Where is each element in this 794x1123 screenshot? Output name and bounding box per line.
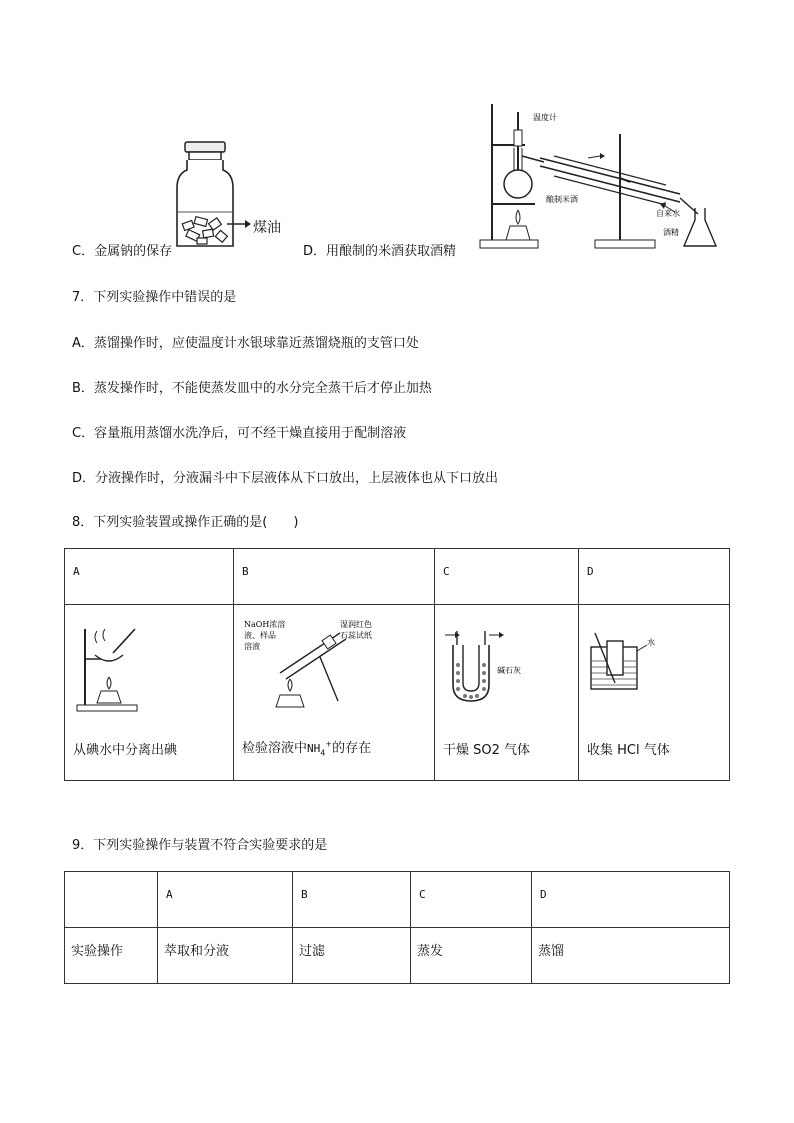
ammonium-superscript: + bbox=[325, 740, 333, 750]
distillation-apparatus-figure bbox=[470, 100, 725, 252]
rice-wine-label: 酿制米酒 bbox=[546, 195, 578, 204]
option-c-label: C．金属钠的保存 bbox=[72, 244, 173, 259]
q9-value-a: 萃取和分液 bbox=[164, 944, 230, 959]
q8-cell-b bbox=[234, 605, 435, 781]
q9-value-b: 过滤 bbox=[299, 944, 326, 959]
q8-caption-b bbox=[242, 737, 371, 758]
u-tube-drying-figure bbox=[441, 625, 561, 705]
q8-caption-d: 收集 HCl 气体 bbox=[587, 743, 670, 758]
q8-cell-d bbox=[579, 605, 730, 781]
litmus-label-1: 湿润红色 bbox=[340, 620, 372, 629]
ammonium-test-figure bbox=[240, 617, 420, 717]
q7-option-d: D．分液操作时，分液漏斗中下层液体从下口放出，上层液体也从下口放出 bbox=[72, 471, 499, 486]
q9-value-d: 蒸馏 bbox=[538, 944, 565, 959]
q8-header-d: D bbox=[587, 565, 594, 578]
water-label: 水 bbox=[647, 638, 655, 647]
naoh-label-2: 液、样品 bbox=[244, 631, 276, 640]
ammonium-formula: NH bbox=[307, 742, 321, 756]
q9-header-d: D bbox=[540, 888, 547, 901]
q7-option-a: A．蒸馏操作时，应使温度计水银球靠近蒸馏烧瓶的支管口处 bbox=[72, 336, 419, 351]
q7-option-b: B．蒸发操作时，不能使蒸发皿中的水分完全蒸干后才停止加热 bbox=[72, 381, 432, 396]
sodium-kerosene-label: 煤油 bbox=[253, 220, 281, 236]
q9-header-b: B bbox=[301, 888, 308, 901]
litmus-label-2: 石蕊试纸 bbox=[340, 631, 372, 640]
alcohol-label: 酒精 bbox=[663, 228, 679, 237]
q9-stem: 9．下列实验操作与装置不符合实验要求的是 bbox=[72, 838, 328, 853]
ammonium-subscript: 4 bbox=[320, 749, 326, 758]
q8-header-b: B bbox=[242, 565, 249, 578]
q8-table bbox=[64, 548, 730, 781]
q9-header-c: C bbox=[419, 888, 426, 901]
q8-caption-c: 干燥 SO2 气体 bbox=[443, 743, 531, 758]
option-d-label: D．用酿制的米酒获取酒精 bbox=[303, 244, 457, 259]
iodine-separation-figure bbox=[73, 619, 153, 715]
q8-cell-a bbox=[65, 605, 234, 781]
q8-cell-c bbox=[435, 605, 579, 781]
q8-header-a: A bbox=[73, 565, 80, 578]
q8-stem: 8．下列实验装置或操作正确的是( ) bbox=[72, 515, 299, 530]
thermometer-label: 温度计 bbox=[533, 113, 557, 122]
q7-stem: 7．下列实验操作中错误的是 bbox=[72, 290, 237, 305]
q8-caption-b-tail: 的存在 bbox=[332, 741, 372, 757]
naoh-label-1: NaOH浓溶 bbox=[244, 620, 286, 629]
q7-option-c: C．容量瓶用蒸馏水洗净后，可不经干燥直接用于配制溶液 bbox=[72, 426, 407, 441]
q8-caption-a: 从碘水中分离出碘 bbox=[73, 743, 178, 758]
naoh-label-3: 溶液 bbox=[244, 642, 260, 651]
q9-table bbox=[64, 871, 730, 984]
q9-header-a: A bbox=[166, 888, 173, 901]
q9-value-c: 蒸发 bbox=[417, 944, 444, 959]
q9-header-empty bbox=[65, 872, 157, 888]
tap-water-label: 自来水 bbox=[656, 209, 680, 218]
q9-row-label: 实验操作 bbox=[71, 944, 124, 959]
q8-header-c: C bbox=[443, 565, 450, 578]
q8-caption-b-text: 检验溶液中 bbox=[242, 741, 308, 757]
gas-collection-figure bbox=[585, 631, 675, 701]
soda-lime-label: 碱石灰 bbox=[497, 666, 521, 675]
